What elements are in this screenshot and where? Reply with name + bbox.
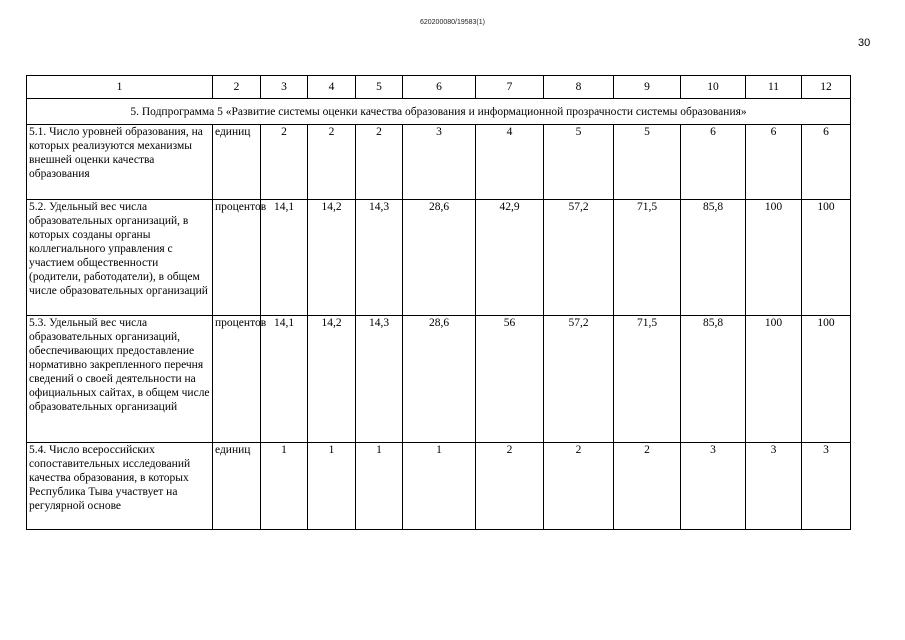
subprogram-title: 5. Подпрограмма 5 «Развитие системы оценки качества образования и информационной прозрачности системы образования» xyxy=(27,99,851,125)
indicator-value: 2 xyxy=(544,443,614,530)
indicator-value: 100 xyxy=(746,316,802,443)
indicator-unit: единиц xyxy=(213,125,261,200)
indicator-value: 14,1 xyxy=(261,316,308,443)
indicator-value: 6 xyxy=(746,125,802,200)
indicator-value: 3 xyxy=(802,443,851,530)
column-header: 10 xyxy=(681,76,746,99)
indicator-value: 2 xyxy=(308,125,356,200)
indicator-value: 14,3 xyxy=(356,200,403,316)
indicator-value: 56 xyxy=(476,316,544,443)
page-number: 30 xyxy=(858,37,871,49)
indicator-value: 14,2 xyxy=(308,200,356,316)
indicator-unit: единиц xyxy=(213,443,261,530)
indicator-value: 1 xyxy=(261,443,308,530)
indicator-value: 2 xyxy=(261,125,308,200)
document-id: 620200080/19583(1) xyxy=(419,19,485,26)
indicator-value: 3 xyxy=(746,443,802,530)
indicators-table xyxy=(26,75,851,530)
subprogram-row xyxy=(27,99,851,125)
indicator-unit: процентов xyxy=(213,316,261,443)
column-header: 6 xyxy=(403,76,476,99)
indicator-name: 5.2. Удельный вес числа образовательных организаций, в которых созданы органы коллегиального управления с участием общественности (родители, работодатели), в общем числе образовательных организаций xyxy=(27,200,213,316)
column-header: 9 xyxy=(614,76,681,99)
indicator-value: 28,6 xyxy=(403,200,476,316)
column-header: 2 xyxy=(213,76,261,99)
indicator-value: 71,5 xyxy=(614,200,681,316)
indicator-value: 4 xyxy=(476,125,544,200)
indicator-value: 2 xyxy=(356,125,403,200)
indicator-value: 71,5 xyxy=(614,316,681,443)
indicator-value: 14,3 xyxy=(356,316,403,443)
indicator-value: 100 xyxy=(746,200,802,316)
table-row xyxy=(27,443,851,530)
table-row xyxy=(27,200,851,316)
column-header: 7 xyxy=(476,76,544,99)
indicator-value: 57,2 xyxy=(544,316,614,443)
indicator-value: 6 xyxy=(802,125,851,200)
column-header: 1 xyxy=(27,76,213,99)
indicator-name: 5.3. Удельный вес числа образовательных организаций, обеспечивающих предоставление нормативно закрепленного перечня сведений о своей деятельности на официальных сайтах, в общем числе образовательных организаций xyxy=(27,316,213,443)
indicator-unit: процентов xyxy=(213,200,261,316)
indicator-value: 2 xyxy=(614,443,681,530)
indicator-value: 5 xyxy=(614,125,681,200)
column-header: 3 xyxy=(261,76,308,99)
table-row xyxy=(27,316,851,443)
indicator-value: 6 xyxy=(681,125,746,200)
indicator-value: 3 xyxy=(403,125,476,200)
indicator-value: 2 xyxy=(476,443,544,530)
indicator-value: 14,2 xyxy=(308,316,356,443)
indicator-value: 3 xyxy=(681,443,746,530)
column-header: 5 xyxy=(356,76,403,99)
table-row xyxy=(27,125,851,200)
column-header: 12 xyxy=(802,76,851,99)
indicator-value: 42,9 xyxy=(476,200,544,316)
indicator-value: 57,2 xyxy=(544,200,614,316)
indicator-value: 1 xyxy=(308,443,356,530)
indicator-value: 28,6 xyxy=(403,316,476,443)
indicator-value: 14,1 xyxy=(261,200,308,316)
column-header: 8 xyxy=(544,76,614,99)
indicator-value: 1 xyxy=(403,443,476,530)
indicator-value: 5 xyxy=(544,125,614,200)
indicator-value: 100 xyxy=(802,200,851,316)
indicator-value: 85,8 xyxy=(681,316,746,443)
indicator-name: 5.4. Число всероссийских сопоставительных исследований качества образования, в которых Республика Тыва участвует на регулярной основе xyxy=(27,443,213,530)
indicator-name: 5.1. Число уровней образования, на которых реализуются механизмы внешней оценки качества образования xyxy=(27,125,213,200)
indicator-value: 1 xyxy=(356,443,403,530)
column-header: 11 xyxy=(746,76,802,99)
column-header: 4 xyxy=(308,76,356,99)
column-number-row xyxy=(27,76,851,99)
indicator-value: 100 xyxy=(802,316,851,443)
indicator-value: 85,8 xyxy=(681,200,746,316)
